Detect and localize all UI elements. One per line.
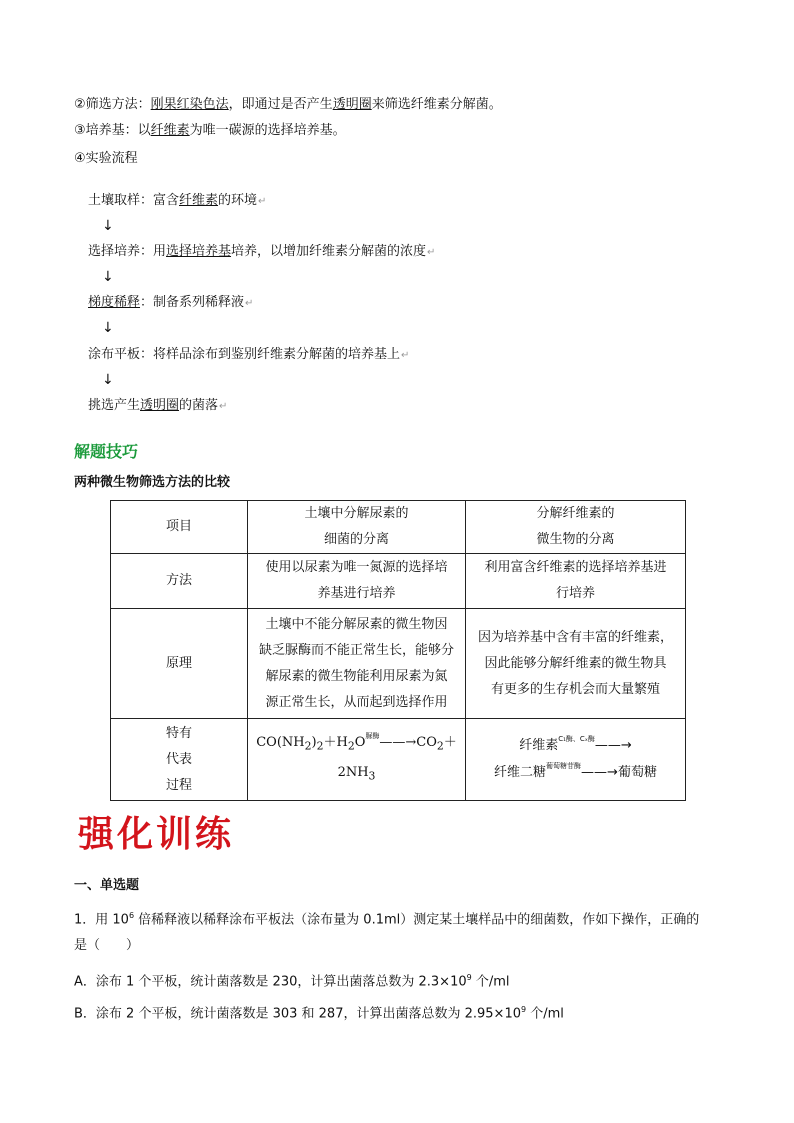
urea-formula	[248, 719, 466, 801]
screening-method-line	[74, 96, 502, 114]
text: 为唯一碳源的选择培养基。	[189, 123, 346, 138]
cell-text: 使用以尿素为唯一氮源的选择培	[265, 560, 448, 575]
row-label: 代表	[165, 751, 192, 767]
row-label: 特有	[165, 725, 192, 741]
table-row	[111, 501, 686, 554]
underlined-term: 梯度稀释	[88, 295, 141, 310]
flow-step-picking	[88, 397, 227, 416]
option-text: B．涂布 2 个平板，统计菌落数是 303 和 287，计算出菌落总数为 2.95×10	[74, 1006, 521, 1022]
underlined-term: 纤维素	[150, 123, 190, 138]
return-mark: ↵	[258, 196, 267, 207]
underlined-term: 选择培养基	[166, 244, 232, 259]
option-text: 个/ml	[526, 1006, 564, 1022]
underlined-term: 透明圈	[332, 97, 372, 112]
formula-text: ＋	[443, 734, 457, 750]
formula-text: 纤维二糖	[494, 764, 547, 780]
cell-text: 有更多的生存机会而大量繁殖	[490, 681, 660, 697]
table-cell	[111, 609, 248, 719]
table-cell	[466, 609, 686, 719]
text: ②筛选方法：	[74, 97, 151, 112]
practice-title: 强化训练	[78, 813, 235, 855]
cell-text: 因此能够分解纤维素的微生物具	[484, 655, 667, 671]
cell-text: 行培养	[555, 586, 595, 601]
text: 土壤取样：富含	[88, 193, 180, 208]
underlined-term: 刚果红染色法	[150, 97, 229, 112]
table-cell	[111, 501, 248, 554]
option-a[interactable]	[74, 968, 510, 992]
table-cell	[248, 501, 466, 554]
flow-step-plating	[88, 346, 409, 365]
formula-text: 2NH	[337, 764, 369, 780]
comparison-table	[110, 500, 686, 801]
formula-text: ＋H	[323, 734, 348, 750]
formula-sub: 2	[304, 739, 312, 753]
header-text: 土壤中分解尿素的	[304, 506, 409, 521]
text: 挑选产生	[88, 398, 141, 413]
text: ③培养基：以	[74, 123, 151, 138]
comparison-heading: 两种微生物筛选方法的比较	[74, 475, 231, 490]
formula-sub: 2	[436, 739, 444, 753]
down-arrow-icon: ↓	[102, 320, 114, 336]
enzyme-label: 脲酶	[365, 731, 380, 740]
superscript: 6	[128, 911, 135, 920]
return-mark: ↵	[245, 298, 254, 309]
underlined-term: 透明圈	[140, 398, 180, 413]
text: 来筛选纤维素分解菌。	[371, 97, 502, 112]
header-text: 分解纤维素的	[536, 506, 615, 521]
cell-text: 土壤中不能分解尿素的微生物因	[265, 616, 448, 632]
reaction-arrow: ——→	[594, 737, 632, 753]
superscript: 9	[521, 1005, 527, 1014]
text: 的环境	[218, 193, 258, 208]
return-mark: ↵	[401, 350, 410, 361]
cell-text: 利用富含纤维素的选择培养基进	[484, 560, 667, 575]
option-b[interactable]	[74, 1000, 564, 1024]
option-text: 个/ml	[471, 974, 510, 990]
question-1-tail: 是（ ）	[74, 938, 140, 953]
down-arrow-icon: ↓	[102, 372, 114, 388]
cell-text: 缺乏脲酶而不能正常生长，能够分	[258, 642, 454, 658]
enzyme-label: 葡萄糖苷酶	[546, 761, 582, 770]
text: ，即通过是否产生	[228, 97, 333, 112]
underlined-term: 纤维素	[179, 193, 219, 208]
formula-text: )	[311, 734, 317, 750]
section-heading: 一、单选题	[74, 878, 140, 893]
procedure-heading: ④实验流程	[74, 151, 138, 166]
formula-sub: 3	[368, 769, 376, 783]
return-mark: ↵	[427, 247, 436, 258]
reaction-arrow: ——→	[581, 764, 618, 780]
medium-line	[74, 122, 346, 140]
header-text: 微生物的分离	[536, 532, 615, 547]
reaction-arrow: ——→CO	[379, 734, 437, 750]
flow-step-dilution	[88, 294, 253, 313]
question-text: 1．用 10	[74, 912, 129, 928]
row-label: 原理	[165, 655, 192, 671]
cellulose-formula	[466, 719, 686, 801]
formula-text: CO(NH	[256, 734, 305, 750]
table-cell	[248, 554, 466, 609]
flow-step-selective-culture	[88, 243, 435, 262]
down-arrow-icon: ↓	[102, 269, 114, 285]
table-cell	[466, 554, 686, 609]
cell-text: 解尿素的微生物能利用尿素为氮	[265, 668, 448, 684]
table-row	[111, 719, 686, 801]
superscript: 9	[466, 973, 472, 982]
text: 培养，以增加纤维素分解菌的浓度	[231, 244, 427, 259]
formula-text: 纤维素	[519, 737, 559, 753]
row-label: 过程	[165, 777, 192, 793]
table-cell	[111, 719, 248, 801]
formula-sub: 2	[316, 739, 324, 753]
return-mark: ↵	[219, 401, 228, 412]
tips-heading: 解题技巧	[74, 442, 139, 461]
cell-text: 因为培养基中含有丰富的纤维素，	[477, 629, 673, 645]
table-cell	[466, 501, 686, 554]
header-item: 项目	[165, 519, 192, 534]
question-1	[74, 906, 699, 930]
question-text: 倍稀释液以稀释涂布平板法（涂布量为 0.1ml）测定某土壤样品中的细菌数，作如下操作，正确的	[134, 912, 700, 928]
table-row	[111, 554, 686, 609]
formula-sub: 2	[347, 739, 355, 753]
text: 的菌落	[179, 398, 219, 413]
cell-text: 养基进行培养	[317, 586, 396, 601]
header-text: 细菌的分离	[323, 532, 389, 547]
table-row	[111, 609, 686, 719]
text: 涂布平板：将样品涂布到鉴别纤维素分解菌的培养基上	[88, 347, 401, 362]
table-cell	[111, 554, 248, 609]
table-cell	[248, 609, 466, 719]
option-text: A．涂布 1 个平板，统计菌落数是 230，计算出菌落总数为 2.3×10	[74, 974, 467, 990]
enzyme-label: C₁酶、Cₓ酶	[558, 734, 595, 743]
text: ：制备系列稀释液	[140, 295, 245, 310]
row-label: 方法	[165, 573, 192, 588]
formula-text: 葡萄糖	[617, 764, 657, 780]
flow-step-sampling	[88, 192, 266, 211]
formula-text: O	[354, 734, 366, 750]
text: 选择培养：用	[88, 244, 167, 259]
cell-text: 源正常生长，从而起到选择作用	[265, 694, 448, 710]
down-arrow-icon: ↓	[102, 218, 114, 234]
